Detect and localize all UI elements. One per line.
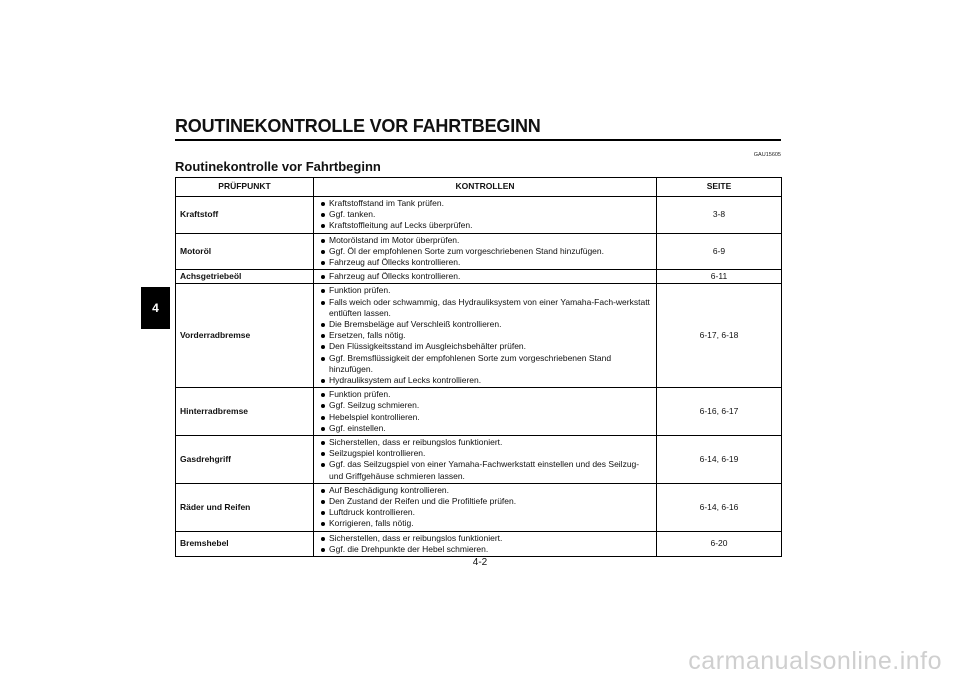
checks-cell	[314, 531, 657, 556]
table-row	[176, 388, 782, 436]
check-item: Ggf. das Seilzugspiel von einer Yamaha-Fachwerkstatt einstellen und des Seilzug- und Griffgehäuse schmieren lassen.	[329, 459, 652, 481]
checks-cell	[314, 270, 657, 284]
check-item: Ggf. die Drehpunkte der Hebel schmieren.	[329, 544, 652, 555]
check-item: Funktion prüfen.	[329, 389, 652, 400]
checkpoint-cell: Räder und Reifen	[176, 483, 314, 531]
checks-list	[318, 271, 652, 282]
page-ref-cell: 6-16, 6-17	[657, 388, 782, 436]
table-row	[176, 270, 782, 284]
routine-check-table	[175, 177, 782, 557]
check-item: Motorölstand im Motor überprüfen.	[329, 235, 652, 246]
check-item: Korrigieren, falls nötig.	[329, 518, 652, 529]
page-title: ROUTINEKONTROLLE VOR FAHRTBEGINN	[175, 116, 541, 136]
check-item: Kraftstoffstand im Tank prüfen.	[329, 198, 652, 209]
checkpoint-cell: Achsgetriebeöl	[176, 270, 314, 284]
checks-cell	[314, 233, 657, 270]
section-title: Routinekontrolle vor Fahrtbeginn	[175, 159, 381, 174]
checks-list	[318, 485, 652, 530]
table-row	[176, 531, 782, 556]
check-item: Ggf. Bremsflüssigkeit der empfohlenen Sorte zum vorgeschriebenen Stand hinzufügen.	[329, 353, 652, 375]
checks-list	[318, 533, 652, 555]
table-row	[176, 284, 782, 388]
checks-cell	[314, 197, 657, 234]
page-ref-cell: 6-14, 6-16	[657, 483, 782, 531]
check-item: Hebelspiel kontrollieren.	[329, 412, 652, 423]
checks-list	[318, 235, 652, 269]
check-item: Fahrzeug auf Öllecks kontrollieren.	[329, 271, 652, 282]
check-item: Kraftstoffleitung auf Lecks überprüfen.	[329, 220, 652, 231]
check-item: Falls weich oder schwammig, das Hydrauliksystem von einer Yamaha-Fach-werkstatt entlüften lassen.	[329, 297, 652, 319]
table-row	[176, 483, 782, 531]
checks-list	[318, 285, 652, 386]
checkpoint-cell: Gasdrehgriff	[176, 436, 314, 484]
page-ref-cell: 6-9	[657, 233, 782, 270]
check-item: Sicherstellen, dass er reibungslos funktioniert.	[329, 437, 652, 448]
checkpoint-cell: Motoröl	[176, 233, 314, 270]
check-item: Funktion prüfen.	[329, 285, 652, 296]
check-item: Ggf. einstellen.	[329, 423, 652, 434]
check-item: Fahrzeug auf Öllecks kontrollieren.	[329, 257, 652, 268]
table-row	[176, 233, 782, 270]
checks-list	[318, 437, 652, 482]
check-item: Die Bremsbeläge auf Verschleiß kontrollieren.	[329, 319, 652, 330]
check-item: Ggf. tanken.	[329, 209, 652, 220]
check-item: Ersetzen, falls nötig.	[329, 330, 652, 341]
check-item: Sicherstellen, dass er reibungslos funktioniert.	[329, 533, 652, 544]
table-body	[176, 197, 782, 557]
checkpoint-cell: Bremshebel	[176, 531, 314, 556]
page-ref-cell: 3-8	[657, 197, 782, 234]
watermark: carmanualsonline.info	[688, 647, 942, 675]
header-page: SEITE	[657, 178, 782, 197]
check-item: Den Zustand der Reifen und die Profiltiefe prüfen.	[329, 496, 652, 507]
checks-list	[318, 198, 652, 232]
title-rule	[175, 139, 781, 141]
check-item: Hydrauliksystem auf Lecks kontrollieren.	[329, 375, 652, 386]
check-item: Ggf. Öl der empfohlenen Sorte zum vorgeschriebenen Stand hinzufügen.	[329, 246, 652, 257]
page-ref-cell: 6-20	[657, 531, 782, 556]
chapter-tab: 4	[141, 287, 170, 329]
page-number: 4-2	[472, 557, 488, 568]
check-item: Den Flüssigkeitsstand im Ausgleichsbehälter prüfen.	[329, 341, 652, 352]
checks-cell	[314, 483, 657, 531]
table-row	[176, 197, 782, 234]
checkpoint-cell: Kraftstoff	[176, 197, 314, 234]
check-item: Seilzugspiel kontrollieren.	[329, 448, 652, 459]
check-item: Ggf. Seilzug schmieren.	[329, 400, 652, 411]
checks-cell	[314, 388, 657, 436]
page-ref-cell: 6-11	[657, 270, 782, 284]
check-item: Auf Beschädigung kontrollieren.	[329, 485, 652, 496]
checks-list	[318, 389, 652, 434]
doc-code: GAU15605	[753, 152, 781, 158]
table-row	[176, 436, 782, 484]
checkpoint-cell: Hinterradbremse	[176, 388, 314, 436]
checkpoint-cell: Vorderradbremse	[176, 284, 314, 388]
page-ref-cell: 6-14, 6-19	[657, 436, 782, 484]
table-header-row	[176, 178, 782, 197]
checks-cell	[314, 284, 657, 388]
page-ref-cell: 6-17, 6-18	[657, 284, 782, 388]
check-item: Luftdruck kontrollieren.	[329, 507, 652, 518]
checks-cell	[314, 436, 657, 484]
header-checkpoint: PRÜFPUNKT	[176, 178, 314, 197]
header-checks: KONTROLLEN	[314, 178, 657, 197]
